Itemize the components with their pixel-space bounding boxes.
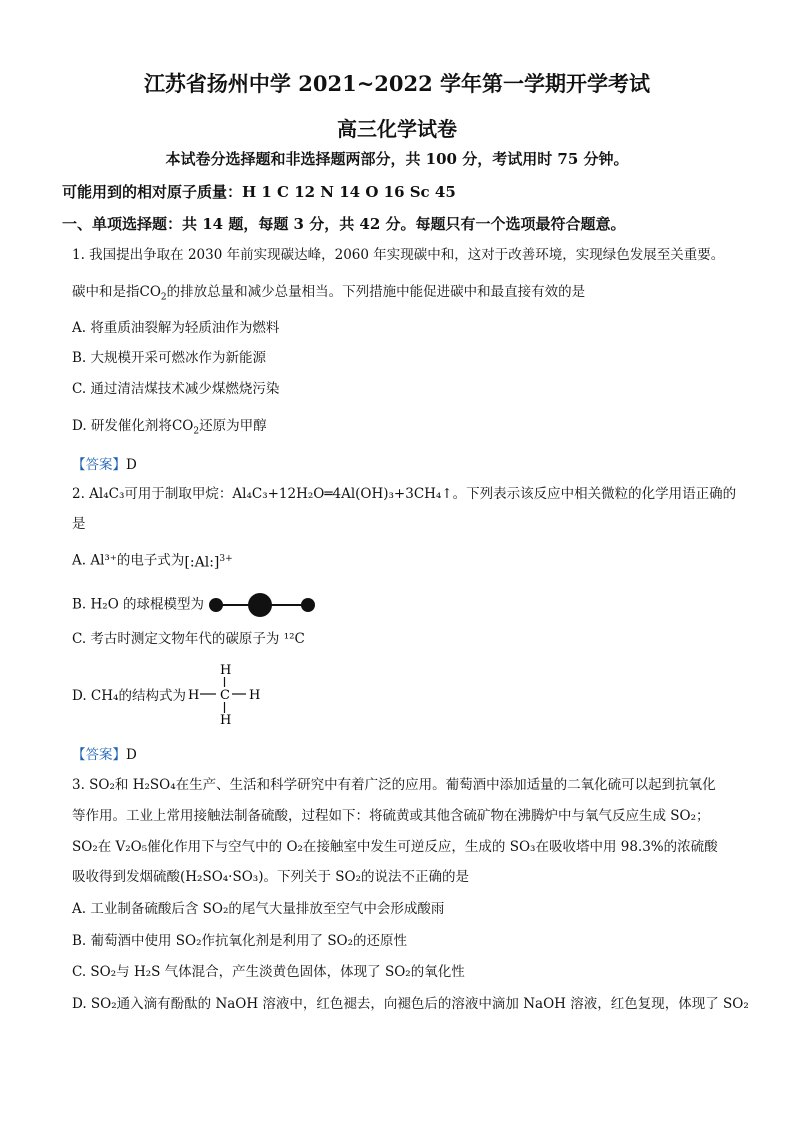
q1-option-d: D. 研发催化剂将$CO_2$还原为甲醇 bbox=[72, 418, 267, 437]
exam-note: 本试卷分选择题和非选择题两部分，共 100 分，考试用时 75 分钟。 bbox=[165, 150, 629, 168]
q3-option-b: B. 葡萄酒中使用 SO₂作抗氧化剂是利用了 SO₂的还原性 bbox=[72, 933, 408, 949]
q3-option-d: D. SO₂通入滴有酚酞的 NaOH 溶液中，红色褪去，向褪色后的溶液中滴加 NaOH 溶液，红色复现，体现了 SO₂ bbox=[72, 996, 749, 1012]
structure-h-top: H bbox=[220, 663, 232, 678]
structure-c: C bbox=[220, 688, 230, 703]
q2-stem: 2. Al₄C₃可用于制取甲烷：Al₄C₃+12H₂O═4Al(OH)₃+3CH₄↑。下列表示该反应中相关微粒的化学用语正确的 bbox=[72, 486, 737, 502]
answer-label: 【答案】 bbox=[72, 457, 126, 473]
q2-answer: 【答案】D bbox=[72, 747, 137, 763]
q3-stem-line4: 吸收得到发烟硫酸(H₂SO₄·SO₃)。下列关于 SO₂的说法不正确的是 bbox=[72, 869, 469, 885]
ball-stick-model-icon bbox=[208, 592, 318, 618]
exam-subtitle: 高三化学试卷 bbox=[337, 117, 457, 141]
exam-title: 江苏省扬州中学 2021~2022 学年第一学期开学考试 bbox=[143, 71, 651, 96]
structure-h-bottom: H bbox=[220, 713, 232, 728]
structure-h-left: H bbox=[188, 688, 200, 703]
atomic-mass-line: 可能用到的相对原子质量：H 1 C 12 N 14 O 16 Sc 45 bbox=[62, 183, 456, 201]
co2-formula: $CO_2$ bbox=[139, 284, 167, 303]
q2-option-b: B. H₂O 的球棍模型为 bbox=[72, 592, 732, 618]
q1-answer: 【答案】D bbox=[72, 457, 137, 473]
q3-stem-line3: SO₂在 V₂O₅催化作用下与空气中的 O₂在接触室中发生可逆反应，生成的 SO₃在吸收塔中用 98.3%的浓硫酸 bbox=[72, 839, 718, 855]
q1-stem-line1: 1. 我国提出争取在 2030 年前实现碳达峰，2060 年实现碳中和，这对于改善环境，实现绿色发展至关重要。 bbox=[72, 247, 725, 263]
structure-h-right: H bbox=[249, 688, 261, 703]
q3-stem-line2: 等作用。工业上常用接触法制备硫酸，过程如下：将硫黄或其他含硫矿物在沸腾炉中与氧气反应生成 SO₂； bbox=[72, 808, 710, 824]
answer-label: 【答案】 bbox=[72, 747, 126, 763]
ch4-structure-icon bbox=[186, 660, 266, 728]
q2-option-c: C. 考古时测定文物年代的碳原子为 ¹²C bbox=[72, 631, 305, 647]
q1-option-b: B. 大规模开采可燃冰作为新能源 bbox=[72, 350, 267, 366]
q2-option-a: A. Al³⁺的电子式为[:Al:]$^{3+}$ bbox=[72, 549, 732, 573]
q3-option-a: A. 工业制备硫酸后含 SO₂的尾气大量排放至空气中会形成酸雨 bbox=[72, 901, 445, 917]
q1-option-c: C. 通过清洁煤技术减少煤燃烧污染 bbox=[72, 381, 280, 397]
co2-formula: $CO_2$ bbox=[171, 418, 200, 437]
al-electron-formula: [:Al:]$^{3+}$ bbox=[184, 554, 233, 571]
q2-option-d: D. CH₄的结构式为 bbox=[72, 688, 186, 704]
q1-stem-line2: 碳中和是指$CO_2$的排放总量和减少总量相当。下列措施中能促进碳中和最直接有效的是 bbox=[72, 284, 586, 303]
q2-stem-cont: 是 bbox=[72, 516, 86, 532]
q3-option-c: C. SO₂与 H₂S 气体混合，产生淡黄色固体，体现了 SO₂的氧化性 bbox=[72, 964, 465, 980]
q1-option-a: A. 将重质油裂解为轻质油作为燃料 bbox=[72, 320, 280, 336]
q3-stem-line1: 3. SO₂和 H₂SO₄在生产、生活和科学研究中有着广泛的应用。葡萄酒中添加适量的二氧化硫可以起到抗氧化 bbox=[72, 777, 716, 793]
section-heading: 一、单项选择题：共 14 题，每题 3 分，共 42 分。每题只有一个选项最符合题意。 bbox=[62, 215, 626, 233]
